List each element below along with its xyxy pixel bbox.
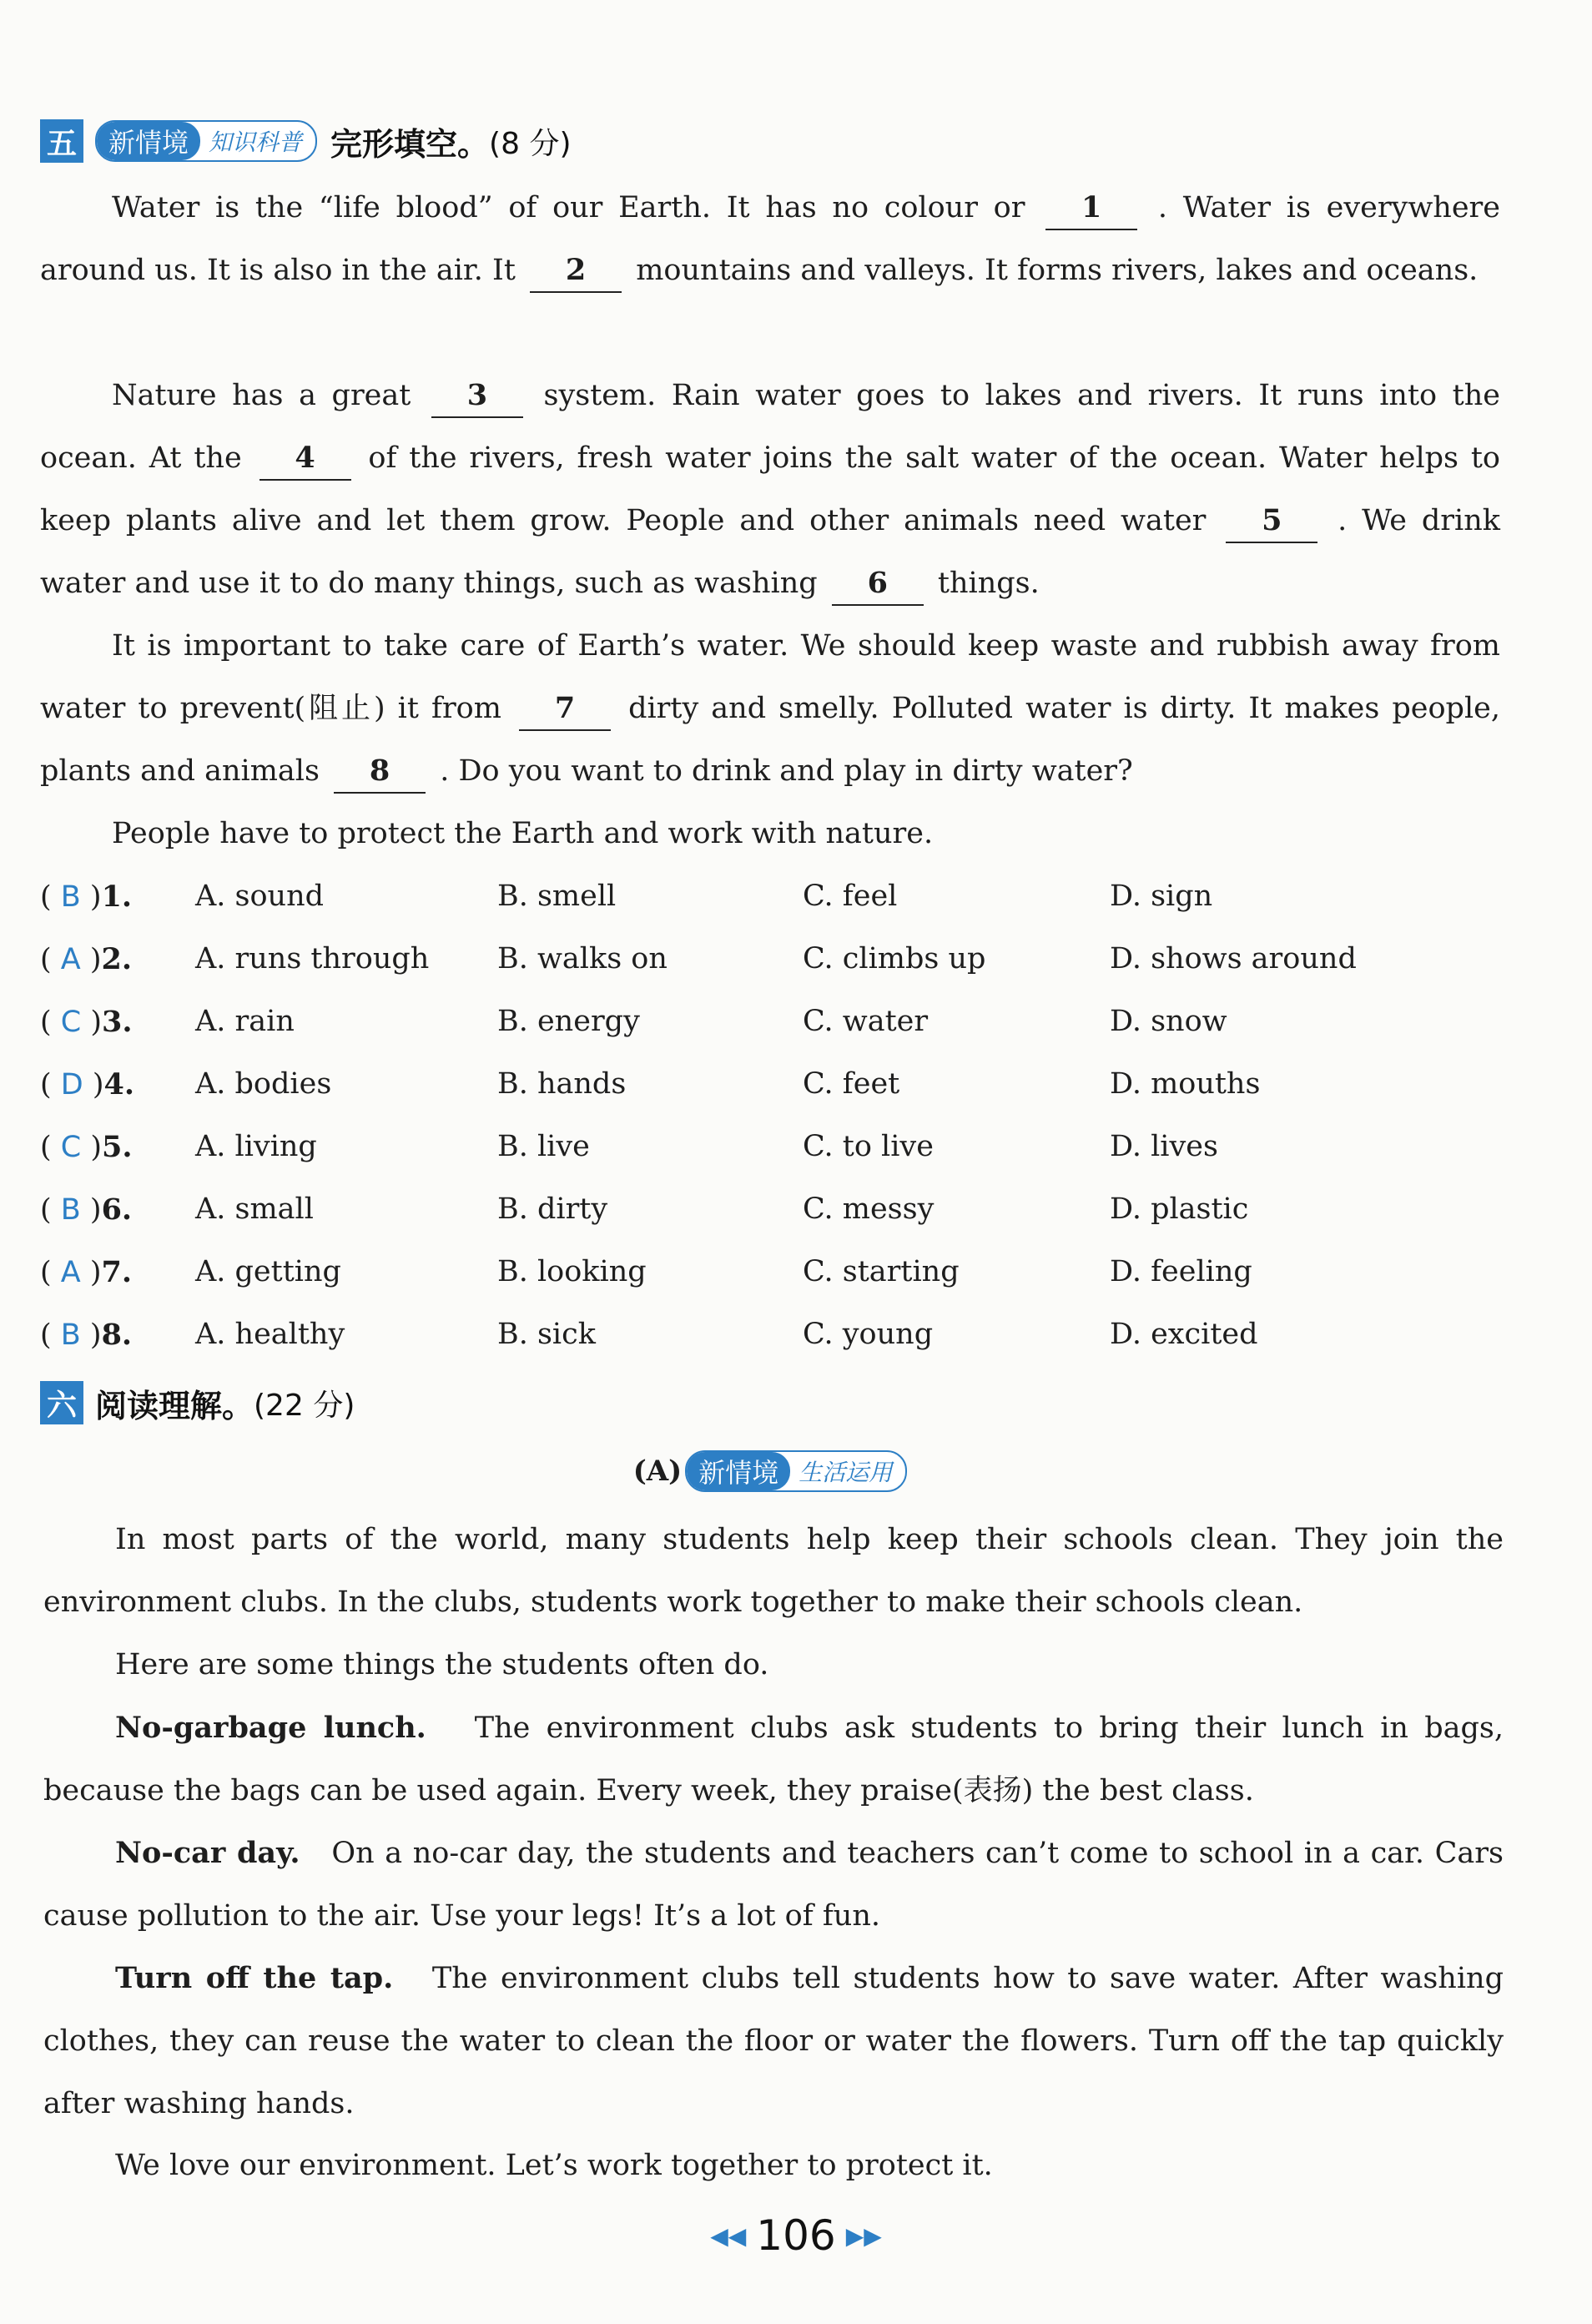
section6-score: (22 分) [254,1388,355,1423]
option-d: D. shows around [1110,942,1357,975]
option-c: C. young [803,1318,934,1351]
cloze-text: . Do you want to drink and play in dirty water? [440,754,1133,788]
question-number: 8. [101,1318,133,1352]
tip-body: On a no-car day, the students and teachers can’t come to school in a car. Cars cause pollution to the air. Use your legs! It’s a lot of fun. [43,1837,1504,1933]
option-b: B. smell [497,880,617,913]
cloze-text: system. Rain water goes to lakes and rivers. It runs into the ocean. At the [40,379,1500,475]
option-c: C. climbs up [803,942,986,975]
answer-letter: C [60,1131,82,1164]
answer-bracket: ( B )6. [40,1192,133,1227]
blank-6: 6 [832,562,924,606]
tip-heading-turn-off-tap: Turn off the tap. [115,1961,394,1995]
cloze-text: mountains and valleys. It forms rivers, lakes and oceans. [636,254,1479,287]
blank-4: 4 [259,437,351,481]
answer-letter: C [60,1006,82,1039]
option-a: A. getting [195,1255,341,1288]
blank-2: 2 [530,250,622,293]
option-c: C. to live [803,1130,934,1163]
question-number: 7. [101,1255,133,1289]
option-a: A. small [195,1192,314,1226]
passage-a-tag [685,1450,907,1492]
option-b: B. energy [497,1005,640,1038]
answer-bracket: ( B )1. [40,880,133,914]
passage-a-label: (A) [632,1454,683,1488]
answer-letter: B [60,1193,81,1227]
question-number: 4. [103,1067,135,1102]
blank-8: 8 [334,750,426,794]
cloze-paragraph-1 [40,177,1500,302]
section5-header [40,117,572,165]
section5-tag [95,120,317,162]
option-d: D. snow [1110,1005,1227,1038]
option-b: B. walks on [497,942,668,975]
question-number: 6. [101,1192,133,1227]
option-c: C. starting [803,1255,960,1288]
answer-letter: A [60,943,81,976]
blank-3: 3 [431,375,523,418]
section6-title: 阅读理解。 [95,1387,254,1424]
answer-bracket: ( C )5. [40,1130,133,1164]
question-row [40,928,1500,991]
blank-5: 5 [1226,500,1317,543]
passage-a-tag-main: 新情境 [687,1452,790,1490]
option-d: D. feeling [1110,1255,1252,1288]
section5-tag-sub: 知识科普 [209,129,303,156]
section6-number: 六 [40,1381,83,1424]
section5-score: (8 分) [489,126,572,161]
option-d: D. sign [1110,880,1213,913]
cloze-text: . Water is everywhere around us. It is also in the air. It [40,191,1500,287]
cloze-text: . We drink water and use it to do many things, such as washing [40,504,1500,600]
question-row [40,991,1500,1053]
passage-a-paragraph-4 [43,1822,1504,1948]
question-row [40,1303,1500,1366]
option-c: C. feel [803,880,898,913]
page-footer [0,2211,1592,2260]
tip-heading-no-car: No-car day. [115,1836,300,1870]
option-a: A. sound [195,880,325,913]
section6-header [40,1379,355,1427]
cloze-paragraph-4: People have to protect the Earth and work with nature. [112,817,934,850]
cloze-text: Nature has a great [112,379,411,412]
option-a: A. living [195,1130,317,1163]
passage-a-paragraph-6: We love our environment. Let’s work together to protect it. [115,2149,993,2182]
option-d: D. plastic [1110,1192,1249,1226]
left-arrows-icon: ◀◀ [710,2221,747,2250]
option-b: B. dirty [497,1192,608,1226]
option-b: B. live [497,1130,590,1163]
option-a: A. bodies [195,1067,332,1101]
question-number: 1. [101,880,133,914]
question-row [40,1053,1500,1116]
question-number: 2. [101,942,133,976]
passage-a-tag-sub: 生活运用 [799,1459,893,1486]
option-a: A. healthy [195,1318,345,1351]
option-b: B. hands [497,1067,627,1101]
section5-number: 五 [40,119,83,163]
option-b: B. sick [497,1318,596,1351]
answer-bracket: ( A )2. [40,942,133,976]
question-number: 3. [102,1005,133,1039]
answer-letter: A [60,1256,81,1289]
answer-letter: B [60,880,81,914]
answer-bracket: ( A )7. [40,1255,133,1289]
passage-a-paragraph-2: Here are some things the students often do. [115,1648,769,1681]
tip-body: The environment clubs tell students how to save water. After washing clothes, they can reuse the water to clean the floor or water the flowers. Turn off the tap quickly after washing hands. [43,1962,1504,2120]
passage-a-paragraph-3 [43,1696,1504,1822]
answer-letter: B [60,1318,81,1352]
cloze-text: Water is the “life blood” of our Earth. It has no colour or [112,191,1025,224]
page-number: 106 [756,2211,836,2260]
answer-bracket: ( C )3. [40,1005,133,1039]
answer-bracket: ( B )8. [40,1318,133,1352]
cloze-text: of the rivers, fresh water joins the salt water of the ocean. Water helps to keep plants alive and let them grow. People and other animals need water [40,441,1500,537]
blank-1: 1 [1045,187,1137,230]
right-arrows-icon: ▶▶ [845,2221,882,2250]
option-b: B. looking [497,1255,647,1288]
cloze-text: things. [937,567,1040,600]
option-d: D. excited [1110,1318,1258,1351]
option-c: C. messy [803,1192,935,1226]
cloze-paragraph-3 [40,615,1500,803]
tip-heading-no-garbage: No-garbage lunch. [115,1711,426,1745]
passage-a-subtitle [40,1450,1500,1492]
passage-a-paragraph-5 [43,1947,1504,2135]
question-row [40,1116,1500,1178]
tip-body: The environment clubs ask students to bring their lunch in bags, because the bags can be used again. Every week, they praise(表扬) the best class. [43,1711,1504,1807]
question-row [40,1241,1500,1303]
section5-tag-main: 新情境 [97,122,200,160]
cloze-text: It is important to take care of Earth’s water. We should keep waste and rubbish away from water to prevent(阻止) it from [40,629,1500,725]
option-a: A. runs through [195,942,430,975]
option-a: A. rain [195,1005,295,1038]
cloze-text: dirty and smelly. Polluted water is dirty. It makes people, plants and animals [40,692,1500,788]
section5-title: 完形填空。 [330,125,490,163]
answer-bracket: ( D )4. [40,1067,135,1102]
option-d: D. lives [1110,1130,1218,1163]
question-row [40,865,1500,928]
blank-7: 7 [519,688,611,731]
option-c: C. water [803,1005,929,1038]
question-row [40,1178,1500,1241]
option-c: C. feet [803,1067,900,1101]
question-number: 5. [102,1130,133,1164]
option-d: D. mouths [1110,1067,1261,1101]
passage-a-paragraph-1: In most parts of the world, many students help keep their schools clean. They join the environment clubs. In the clubs, students work together to make their schools clean. [43,1523,1504,1619]
answer-letter: D [60,1068,83,1102]
cloze-paragraph-2 [40,365,1500,615]
